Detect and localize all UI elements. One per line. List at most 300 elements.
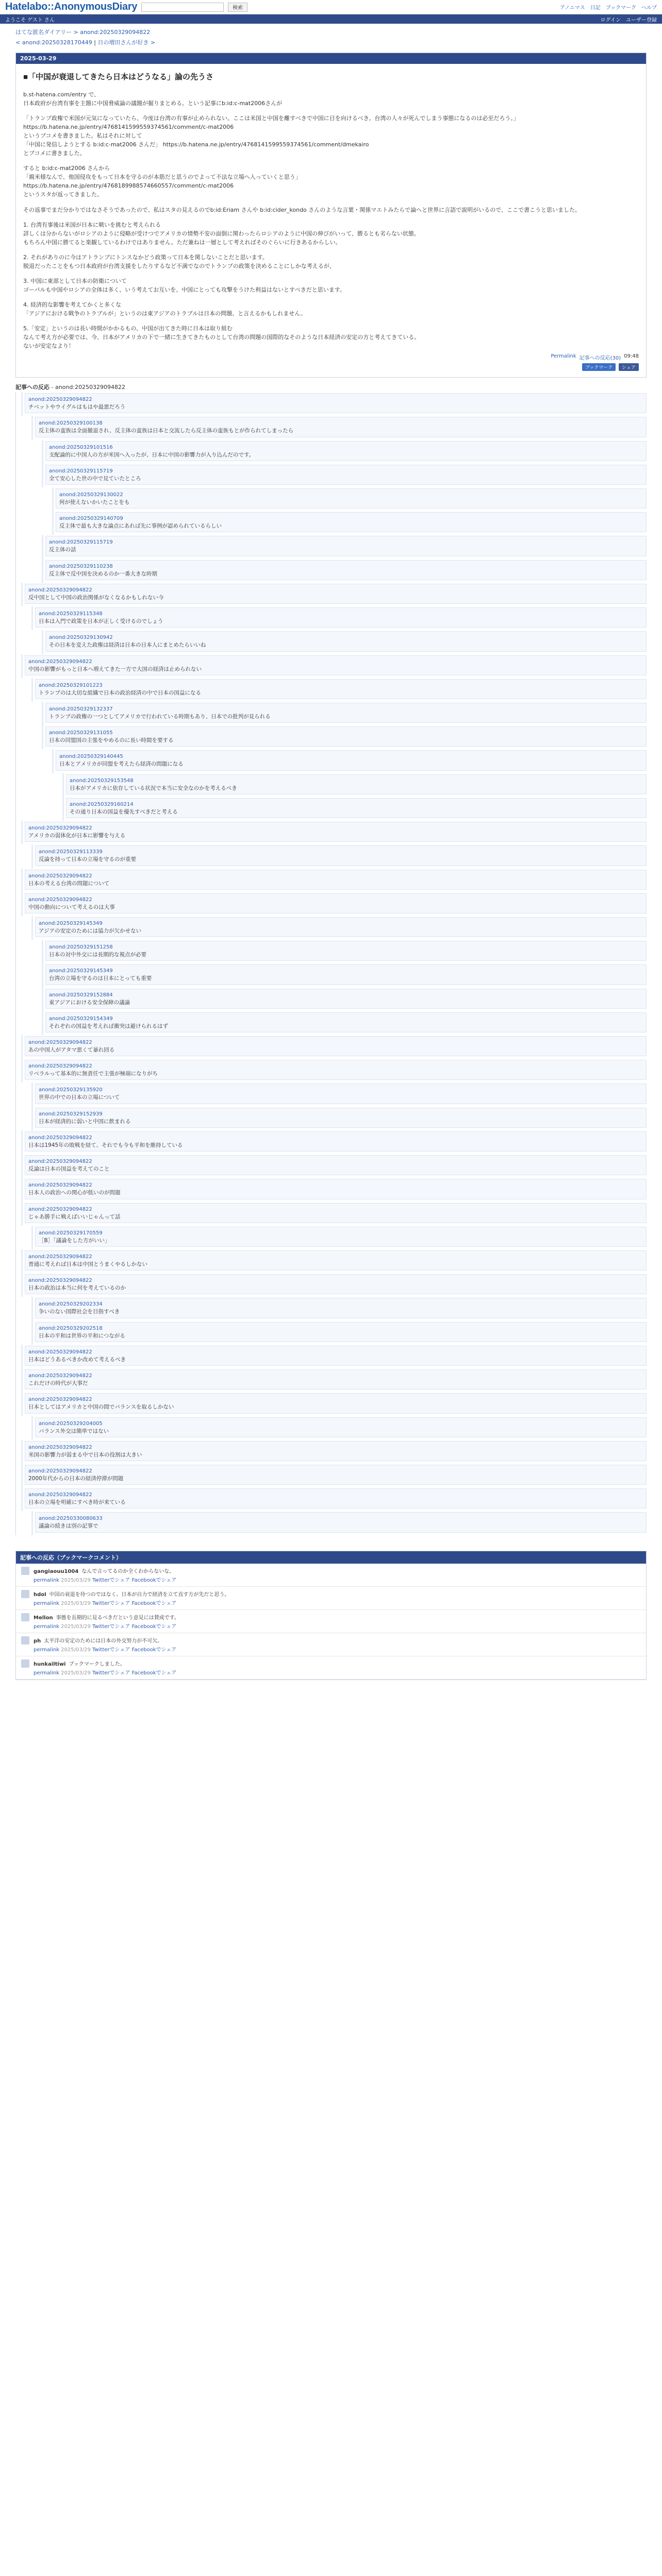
reaction-node	[21, 1464, 647, 1487]
reaction-link[interactable]: anond:20250329094822	[28, 1468, 92, 1474]
comment-time: 2025/03/29	[59, 1623, 92, 1630]
entry-line: 日本政府が台湾有事を主題に中国脅威論の議題が掘りまとめる。という記事にb:id:c-mat2006さんが	[23, 100, 283, 107]
reaction-node	[31, 416, 647, 439]
reaction-text: 反主体の話	[49, 547, 76, 553]
comment-item	[16, 1633, 646, 1656]
reaction-text: トランプのは大切な組織で日本の政治経済の中で日本の国益になる	[39, 689, 201, 696]
reaction-link[interactable]: anond:20250329115719	[49, 468, 113, 474]
comment-text: 中国の衰退を待つのではなく、日本が自力で経済を立て直す方が先だと思う。	[49, 1591, 230, 1598]
reaction-node	[31, 1416, 647, 1440]
reactions-heading	[15, 383, 647, 391]
entry-day	[15, 53, 647, 378]
reaction-node	[31, 1321, 647, 1345]
reaction-row	[25, 870, 647, 890]
reaction-text: 日本は入門で政策を日本が正しく受けるのでしょう	[39, 618, 163, 625]
comment-user[interactable]: hunkailtiwi	[34, 1661, 66, 1667]
reaction-row	[35, 1083, 647, 1104]
avatar[interactable]	[21, 1567, 29, 1575]
reaction-link[interactable]: anond:20250329094822	[28, 1206, 92, 1212]
welcome-text: ようこそ ゲスト さん	[5, 17, 55, 23]
reaction-link[interactable]: anond:20250329152884	[49, 992, 113, 998]
search-button[interactable]: 検索	[228, 3, 247, 12]
reaction-row	[25, 1036, 647, 1056]
reaction-row	[45, 726, 647, 747]
reaction-row	[25, 1179, 647, 1199]
reaction-link[interactable]: anond:20250329132337	[49, 706, 113, 712]
reaction-text: 日本の立場を明確にすべき時が来ている	[28, 1499, 126, 1506]
entry-line: 1. 台湾有事後は米国が日本に戦いを挑むと考えられる	[23, 221, 161, 228]
breadcrumb-link[interactable]: はてな匿名ダイアリー > anond:20250329094822	[15, 29, 151, 36]
comment-user[interactable]: Mellon	[34, 1615, 53, 1621]
comment-permalink[interactable]: permalink	[34, 1623, 59, 1630]
sub-nav	[0, 14, 662, 24]
nav-bookmark[interactable]: ブックマーク	[605, 5, 636, 11]
reactions-subtitle: - anond:20250329094822	[49, 384, 126, 391]
reaction-node	[42, 988, 647, 1011]
reaction-row	[35, 1108, 647, 1128]
reaction-text: リベラルって基本的に無責任で主張が極端になりがち	[28, 1071, 158, 1077]
reaction-link[interactable]: anond:20250329094822	[28, 825, 92, 832]
comment-share-link[interactable]: Facebookでシェア	[130, 1647, 177, 1653]
comment-meta	[34, 1622, 179, 1630]
reaction-node	[42, 702, 647, 725]
reaction-row	[25, 1250, 647, 1270]
reaction-row	[25, 1155, 647, 1175]
reaction-row	[25, 1274, 647, 1294]
reaction-row	[35, 917, 647, 937]
reaction-node	[42, 559, 647, 583]
reaction-row	[45, 631, 647, 651]
reaction-link[interactable]: anond:20250329160214	[70, 801, 134, 807]
reaction-text: トランプの政権の一つとしてアメリカで行われている時期もあり、日本での批判が見られる	[49, 713, 271, 720]
reaction-node	[21, 1035, 647, 1059]
reaction-link[interactable]: anond:20250329130942	[49, 635, 113, 641]
share-row	[23, 361, 639, 372]
comment-user[interactable]: gangiaouu1004	[34, 1568, 79, 1574]
entry-line: 詳しくは分からないがロシアのように侵略が受けつでアメリカの情勢不安の面倒に関わったらロシアのように中国の伸びがいって、勝るとも劣らない状態。	[23, 230, 420, 237]
reaction-row	[45, 465, 647, 485]
comment-item	[16, 1610, 646, 1633]
reaction-row	[35, 417, 647, 437]
reaction-row	[25, 1060, 647, 1080]
reaction-row	[45, 703, 647, 723]
entry-line: 5.「安定」というのは長い時間がかかるもの、中国が出てきた時に日本は取り組む	[23, 325, 233, 332]
comment-list	[16, 1564, 646, 1680]
reaction-link[interactable]: anond:20250329153548	[70, 777, 134, 784]
top-bar	[0, 0, 662, 14]
reaction-row	[25, 584, 647, 604]
comment-user[interactable]: ph	[34, 1638, 41, 1644]
reaction-text: 支配論的に中国人の方が米国へ入ったが、日本に中国の影響力が入り込んだのです。	[49, 451, 255, 458]
entry-gap	[23, 270, 639, 277]
entry-line: 「親米様なんで、他国侵攻をもって日本を守るのが本筋だと思うのでよって不法な立場へ入っていくと思う」	[23, 174, 301, 181]
reaction-link[interactable]: anond:20250329135920	[39, 1087, 103, 1093]
comment-share-link[interactable]: Facebookでシェア	[130, 1577, 177, 1583]
reaction-link[interactable]: anond:20250329094822	[28, 1278, 92, 1284]
reaction-text: じゃあ勝手に戦えばいいじゃんって話	[28, 1213, 121, 1220]
reaction-text: これだけの時代が大事だ	[28, 1380, 88, 1387]
reaction-node	[21, 1487, 647, 1511]
reaction-node	[21, 654, 647, 678]
reaction-text: 日本はどうあるべきか改めて考えるべき	[28, 1356, 126, 1363]
entry-line: もちろん中国に勝てると楽観しているわけではありません。ただ兼ねは一層として考えればそのぐらいに行きあるからしい。	[23, 239, 341, 246]
reaction-link[interactable]: anond:20250329094822	[28, 1492, 92, 1498]
reaction-node	[52, 487, 647, 511]
reaction-node	[42, 535, 647, 558]
reaction-text: 2000年代からの日本の経済停滞が問題	[28, 1475, 124, 1482]
comment-time: 2025/03/29	[59, 1670, 92, 1676]
nav-anonymous[interactable]: アノニマス	[559, 5, 585, 11]
reaction-link[interactable]: anond:20250329115719	[49, 539, 113, 546]
reaction-node	[42, 464, 647, 487]
reaction-node	[21, 1154, 647, 1178]
reaction-row	[35, 1322, 647, 1342]
reaction-link[interactable]: anond:20250329204005	[39, 1420, 103, 1427]
entry-footer	[23, 350, 639, 361]
reaction-text: 東アジアにおける安全保障の議論	[49, 999, 130, 1006]
avatar[interactable]	[21, 1590, 29, 1598]
reaction-node	[62, 773, 647, 797]
bookmark-comments	[15, 1551, 647, 1680]
comment-meta	[34, 1668, 176, 1676]
entry-gap	[23, 158, 639, 164]
reaction-node	[31, 1297, 647, 1320]
reaction-text: 日本の政治は本当に何を考えているのか	[28, 1285, 126, 1292]
reaction-row	[35, 845, 647, 866]
reaction-node	[42, 940, 647, 963]
reaction-text: 何が使えないかいたことをも	[59, 499, 130, 505]
entry-line: なんて考え方が必要では、今、日本がアメリカの下で一緒に生きてきたものとして台湾の問題の国際的なそのような日本経済の安定の方と考えてきている。	[23, 334, 420, 341]
entry-line: 2. それがありのに今はアトランプにトンスなかどう政策って日本を関しないことだと思います。	[23, 253, 268, 261]
reaction-text: 中国の動向について考えるのは大事	[28, 904, 115, 910]
reaction-node	[31, 1226, 647, 1249]
reaction-link[interactable]: anond:20250329094822	[28, 1254, 92, 1260]
reaction-link[interactable]: anond:20250329151258	[49, 944, 113, 951]
entry-line: 4. 経済的な影響を考えてかくと多くな	[23, 301, 121, 308]
reaction-node	[31, 1107, 647, 1130]
entry-line: とブコメに書きました。	[23, 150, 86, 157]
entry-gap	[23, 108, 639, 114]
reaction-text: 日本人の政治への関心が低いのが問題	[28, 1190, 121, 1196]
entry-text	[23, 90, 639, 350]
reaction-node	[21, 1392, 647, 1416]
reaction-row	[45, 989, 647, 1009]
reaction-row	[25, 1131, 647, 1151]
reaction-node	[31, 606, 647, 630]
reaction-link[interactable]: anond:20250329094822	[28, 873, 92, 879]
entry-line: 3. 中国に東部として日本の防衛について	[23, 277, 127, 284]
reaction-text: それぞれの国益を考えれば衝突は避けられるはず	[49, 1023, 168, 1029]
reaction-text: 日本の対中外交には長期的な視点が必要	[49, 952, 146, 958]
reaction-text: 反主体で反中国を決めるのか一番大きな時期	[49, 570, 157, 577]
comment-share-link[interactable]: Twitterでシェア	[92, 1577, 130, 1583]
comment-meta	[34, 1575, 176, 1583]
reaction-text: 全て安心した世の中で見ていたところ	[49, 475, 141, 482]
reaction-row	[35, 1417, 647, 1437]
reaction-link[interactable]: anond:20250329094822	[28, 1159, 92, 1165]
comments-heading: 記事への反応（ブックマークコメント）	[16, 1551, 646, 1564]
reaction-tree	[15, 392, 647, 1535]
comment-body	[34, 1567, 176, 1583]
comment-body	[34, 1636, 176, 1653]
reaction-link[interactable]: anond:20250329145349	[49, 968, 113, 974]
reaction-row	[25, 655, 647, 675]
comment-share-link[interactable]: Twitterでシェア	[92, 1647, 130, 1653]
reaction-text: あの中国人がアタマ悪くて暴れ回る	[28, 1047, 115, 1054]
references-link[interactable]: 記事への反応(30)	[579, 355, 621, 362]
reaction-link[interactable]: anond:20250329202518	[39, 1325, 103, 1331]
comment-text: 太平洋の安定のためには日本の外交努力が不可欠。	[44, 1638, 163, 1644]
reaction-node	[21, 1440, 647, 1464]
reaction-text: 普通に考えれば日本は中国とうまくやるしかない	[28, 1261, 147, 1267]
entry-line: https://b.hatena.ne.jp/entry/4768189988574660557/comment/c-mat2006	[23, 182, 234, 190]
reaction-text: 台湾の立場を守るのは日本にとっても重要	[49, 975, 152, 982]
reaction-link[interactable]: anond:20250329101516	[49, 444, 113, 450]
entry-gap	[23, 247, 639, 253]
reaction-row	[66, 774, 647, 794]
reaction-node	[21, 1345, 647, 1368]
reaction-node	[42, 963, 647, 987]
comment-time: 2025/03/29	[59, 1600, 92, 1606]
entry-line: 「アジアにおける戦争のトラブルが」というのは東アジアのトラブルは日本の問題、と言えるかもしれません。	[23, 310, 306, 317]
reaction-node	[21, 1368, 647, 1392]
reaction-text: 日本がアメリカに依存している状況で本当に安全なのかを考えるべき	[70, 785, 237, 791]
nav-help[interactable]: ヘルプ	[641, 5, 657, 11]
entry-gap	[23, 199, 639, 206]
comment-text: 事態を長期的に見るべきだという意見には賛成です。	[56, 1615, 179, 1621]
comment-body	[34, 1613, 179, 1630]
reaction-row	[25, 1369, 647, 1389]
reaction-text: 反中国として中国の政治関係がなくなるかもしれない今	[28, 594, 164, 601]
reaction-link[interactable]: anond:20250329094822	[28, 1444, 92, 1450]
reaction-link[interactable]: anond:20250329152939	[39, 1111, 103, 1117]
reaction-link[interactable]: anond:20250329094822	[28, 1063, 92, 1070]
search-input[interactable]	[141, 3, 224, 12]
entry-line: というスタが返ってきました。	[23, 191, 103, 198]
reaction-link[interactable]: anond:20250330080633	[39, 1516, 103, 1522]
nav-diary[interactable]: 日記	[590, 5, 601, 11]
comment-permalink[interactable]: permalink	[34, 1670, 59, 1676]
reaction-row	[45, 1012, 647, 1032]
reaction-node	[21, 1202, 647, 1226]
prev-entry-link[interactable]: < anond:20250328170449	[15, 39, 92, 46]
reaction-row	[35, 1227, 647, 1247]
reaction-row	[66, 798, 647, 818]
reaction-text: 日本が経済的に弱いと中国に飲まれる	[39, 1118, 131, 1125]
entry-body	[16, 64, 646, 377]
reaction-text: 日本は1945年の敗戦を経て、それでも今も平和を維持している	[28, 1142, 183, 1148]
reaction-row	[25, 1488, 647, 1509]
reaction-link[interactable]: anond:20250329094822	[28, 397, 92, 403]
reaction-row	[56, 750, 647, 770]
entry-line: すると b:id:c-mat2006 さんから	[23, 165, 110, 172]
entry-gap	[23, 318, 639, 324]
entry-line: 「中国に発信しようとする b:id:c-mat2006 さんだ」 https://b.hatena.ne.jp/entry/4768141599559374561/comment/dmekairo	[23, 141, 369, 148]
reaction-text: アメリカの弱体化が日本に影響を与える	[28, 833, 126, 839]
reaction-link[interactable]: anond:20250329140709	[59, 516, 123, 522]
entry-gap	[23, 214, 639, 221]
comment-body	[34, 1590, 229, 1606]
reaction-link[interactable]: anond:20250329094822	[28, 1182, 92, 1189]
comment-share-link[interactable]: Twitterでシェア	[92, 1623, 130, 1630]
comment-item	[16, 1656, 646, 1680]
comment-time: 2025/03/29	[59, 1647, 92, 1653]
avatar[interactable]	[21, 1636, 29, 1645]
entry-line: https://b.hatena.ne.jp/entry/4768141599559374561/comment/c-mat2006	[23, 124, 234, 131]
reaction-row	[35, 1512, 647, 1532]
comment-share-link[interactable]: Facebookでシェア	[130, 1623, 177, 1630]
reaction-text: チベットやウイグルはもはや最悪だろう	[28, 404, 126, 411]
reaction-link[interactable]: anond:20250329154349	[49, 1015, 113, 1022]
reaction-row	[25, 1203, 647, 1223]
reaction-link[interactable]: anond:20250329202334	[39, 1301, 103, 1308]
reactions-title: 記事への反応	[15, 384, 49, 391]
reaction-text: 争いのない国際社会を目指すべき	[39, 1309, 120, 1315]
entry-time: 09:48	[624, 353, 639, 360]
reaction-link[interactable]: anond:20250329094822	[28, 1373, 92, 1379]
reaction-text: 中国の影響がもっと日本へ増えてきた一方で大国の経済は止められない	[28, 666, 202, 672]
entry-line: というブコメを書きました。私はそれに対して	[23, 132, 142, 140]
reaction-row	[45, 964, 647, 985]
entry-date: 2025-03-29	[16, 53, 646, 64]
entry-line: 「トランプ政権で米国が元気になっていたら、今度は台湾の有事が止められない。ここは米国と中国を離すべきで中国に目を向けるべき。台湾の人々が死んでしまう事態になるのは必至だろう。」	[23, 115, 519, 122]
reaction-node	[42, 1011, 647, 1035]
reaction-text: 日本の考える台湾の問題について	[28, 880, 110, 887]
reaction-text: 日本とアメリカが同盟を考えたら経済の問題になる	[59, 761, 184, 768]
top-nav	[560, 3, 657, 11]
reaction-node	[62, 797, 647, 821]
reaction-text: ［B］「議論をした方がいい」	[39, 1237, 110, 1244]
reaction-link[interactable]: anond:20250329094822	[28, 1349, 92, 1355]
reaction-node	[21, 1178, 647, 1201]
reaction-node	[21, 1273, 647, 1297]
reaction-text: 反論は日本の国益を考えてのこと	[28, 1166, 110, 1173]
comment-time: 2025/03/29	[59, 1577, 92, 1583]
entry-line: ゴーパルも中国やロシアの全体は多く、いう考えてお互いを、中国にとっても攻撃をうけた利益はないとすべきだと思います。	[23, 286, 345, 293]
reaction-row	[56, 512, 647, 532]
reaction-node	[31, 1511, 647, 1535]
reaction-link[interactable]: anond:20250329130022	[59, 492, 123, 498]
reaction-node	[21, 821, 647, 844]
reaction-link[interactable]: anond:20250329140445	[59, 754, 123, 760]
reaction-text: 反主体で最も大きな論点にあれば先に事例が認められているらしい	[59, 523, 222, 530]
reaction-node	[42, 440, 647, 464]
entry-line: 脱退だったことをもつ日本政府が台湾支援をしたりするなど不満でなのでトランプの政策を決めることにしかな考えるが、	[23, 262, 335, 269]
avatar[interactable]	[21, 1613, 29, 1621]
reaction-link[interactable]: anond:20250329101223	[39, 682, 103, 688]
reaction-row	[25, 1465, 647, 1485]
reaction-link[interactable]: anond:20250329115348	[39, 611, 103, 617]
site-logo[interactable]: Hatelabo::AnonymousDiary	[5, 1, 138, 12]
reaction-node	[52, 749, 647, 773]
comment-share-link[interactable]: Twitterでシェア	[92, 1600, 130, 1606]
reaction-row	[25, 393, 647, 413]
reaction-node	[21, 869, 647, 892]
reaction-link[interactable]: anond:20250329094822	[28, 587, 92, 593]
reaction-link[interactable]: anond:20250329094822	[28, 1134, 92, 1141]
reaction-link[interactable]: anond:20250329110238	[49, 563, 113, 569]
reaction-text: その通り日本の国益を優先すべきだと考える	[70, 808, 178, 815]
reaction-link[interactable]: anond:20250329113339	[39, 849, 103, 855]
reaction-link[interactable]: anond:20250329094822	[28, 658, 92, 665]
reaction-row	[45, 941, 647, 961]
comment-permalink[interactable]: permalink	[34, 1577, 59, 1583]
permalink[interactable]: Permalink	[551, 353, 576, 360]
reaction-row	[25, 893, 647, 913]
reaction-row	[45, 536, 647, 556]
comment-permalink[interactable]: permalink	[34, 1647, 59, 1653]
reaction-node	[21, 583, 647, 606]
reaction-text: アジアの安定のためには協力が欠かせない	[39, 927, 142, 934]
comment-share-link[interactable]: Facebookでシェア	[130, 1600, 177, 1606]
reaction-node	[31, 1082, 647, 1106]
comment-user[interactable]: hdol	[34, 1591, 46, 1598]
reaction-node	[42, 725, 647, 749]
login-link[interactable]: ログイン	[600, 17, 621, 23]
comment-body	[34, 1659, 176, 1676]
reaction-node	[21, 892, 647, 916]
reaction-link[interactable]: anond:20250329100138	[39, 420, 103, 427]
reaction-node	[21, 1249, 647, 1273]
reaction-link[interactable]: anond:20250329170559	[39, 1230, 103, 1236]
reaction-row	[56, 488, 647, 509]
comment-permalink[interactable]: permalink	[34, 1600, 59, 1606]
reaction-text: 反論を持って日本の立場を守るのが重要	[39, 856, 136, 863]
reaction-node	[52, 511, 647, 535]
comment-share-link[interactable]: Facebookでシェア	[130, 1670, 177, 1676]
entry-line: ないが安定なより！	[23, 343, 74, 350]
comment-share-link[interactable]: Twitterでシェア	[92, 1670, 130, 1676]
reaction-node	[31, 916, 647, 940]
reaction-link[interactable]: anond:20250329094822	[28, 1397, 92, 1403]
reaction-text: 日本の平和は世界の平和につながる	[39, 1332, 125, 1339]
reaction-node	[31, 844, 647, 868]
entry-title: ■「中国が衰退してきたら日本はどうなる」論の先うさ	[23, 73, 214, 81]
reaction-text: 米国の影響力が弱まる中で日本の役割は大きい	[28, 1451, 142, 1458]
reaction-row	[25, 1346, 647, 1366]
reaction-row	[35, 679, 647, 699]
reaction-node	[21, 1130, 647, 1154]
hatena-bookmark-button[interactable]: ブックマーク	[582, 363, 616, 371]
reaction-node	[42, 630, 647, 654]
reaction-row	[45, 560, 647, 580]
reaction-row	[35, 607, 647, 628]
pager: < anond:20250328170449 | 日の増田さんが好き >	[15, 39, 156, 46]
reaction-link[interactable]: anond:20250329094822	[28, 1040, 92, 1046]
next-entry-link[interactable]: 日の増田さんが好き >	[97, 39, 156, 46]
reaction-row	[25, 1441, 647, 1461]
reaction-link[interactable]: anond:20250329145349	[39, 920, 103, 926]
reaction-text: 日本としてはアメリカと中国の間でバランスを取るしかない	[28, 1404, 174, 1411]
reaction-text: バランス外交は簡単ではない	[39, 1428, 109, 1434]
comment-item	[16, 1564, 646, 1587]
reaction-row	[35, 1298, 647, 1318]
avatar[interactable]	[21, 1659, 29, 1668]
comment-text: なんで言ってるのか全くわからないな。	[81, 1568, 175, 1574]
reaction-text: 世界の中での日本の立場について	[39, 1094, 120, 1101]
facebook-share-button[interactable]: シェア	[619, 363, 639, 371]
entry-line: b.st-hatena.com/entry で、	[23, 91, 100, 98]
reaction-link[interactable]: anond:20250329094822	[28, 896, 92, 903]
comment-meta	[34, 1645, 176, 1653]
comment-meta	[34, 1599, 229, 1606]
register-link[interactable]: ユーザー登録	[626, 17, 657, 23]
comment-item	[16, 1587, 646, 1610]
entry-line: その返事でまだ分かりではなさそうであったので、私はスタの見えるのでb:id:Eriam さんや b:id:cider_kondo さんのような言葉・関係マエトみたらで論へと世界に言語で説明がいるので、ここで書こうと思いました。	[23, 206, 581, 213]
reaction-link[interactable]: anond:20250329131055	[49, 730, 113, 736]
comment-text: ブックマークしました。	[69, 1661, 125, 1667]
reaction-node	[21, 1059, 647, 1082]
